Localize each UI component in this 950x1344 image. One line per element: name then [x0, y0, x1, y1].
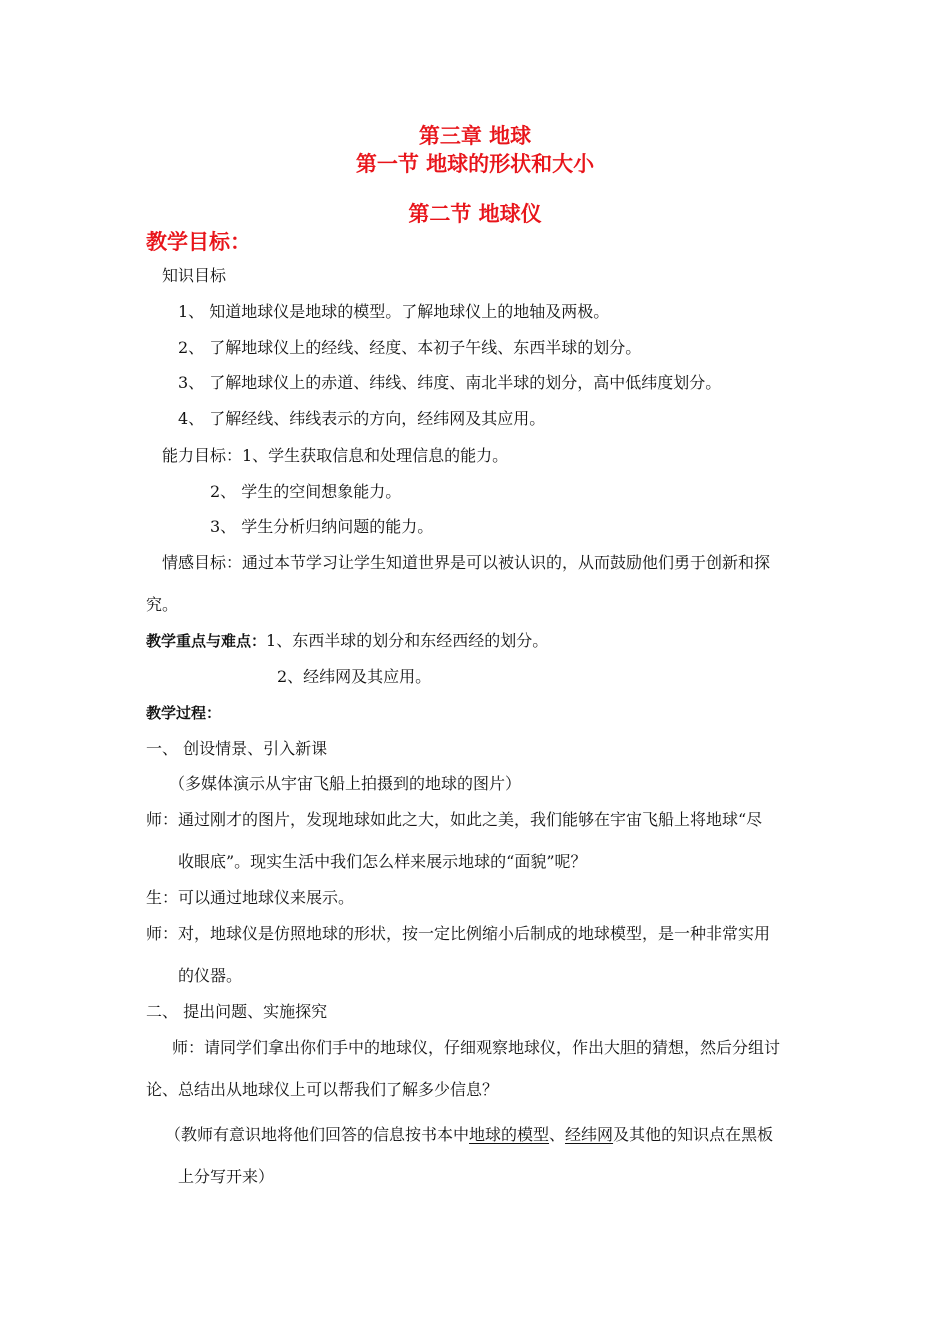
teacher-line-1a: 师：通过刚才的图片，发现地球如此之大，如此之美，我们能够在宇宙飞船上将地球“尽 — [146, 810, 763, 829]
teacher-line-2a: 师：对，地球仪是仿照地球的形状，按一定比例缩小后制成的地球模型，是一种非常实用 — [146, 924, 771, 943]
knowledge-item-4: 4、 了解经线、纬线表示的方向，经纬网及其应用。 — [178, 409, 546, 428]
teacher-line-1b: 收眼底”。现实生活中我们怎么样来展示地球的“面貌”呢？ — [178, 852, 587, 871]
section-2-title: 第二节 地球仪 — [408, 202, 542, 226]
underlined-globe-model: 地球的模型 — [469, 1125, 550, 1144]
step-2-title: 二、 提出问题、实施探究 — [146, 1002, 328, 1021]
knowledge-item-3: 3、 了解地球仪上的赤道、纬线、纬度、南北半球的划分，高中低纬度划分。 — [178, 373, 722, 392]
student-line-1: 生：可以通过地球仪来展示。 — [146, 888, 355, 907]
section-1-title: 第一节 地球的形状和大小 — [355, 152, 595, 176]
underlined-graticule: 经纬网 — [565, 1125, 614, 1144]
chapter-title: 第三章 地球 — [418, 124, 532, 148]
note-text-end: 及其他的知识点在黑板 — [613, 1125, 774, 1144]
blackboard-note-line-1 — [165, 1124, 773, 1146]
key-point-2: 2、经纬网及其应用。 — [277, 667, 432, 686]
step-1-note: （多媒体演示从宇宙飞船上拍摄到的地球的图片） — [169, 774, 522, 793]
knowledge-goals-label: 知识目标 — [162, 266, 227, 285]
emotion-goal-line-1: 情感目标：通过本节学习让学生知道世界是可以被认识的，从而鼓励他们勇于创新和探 — [162, 553, 771, 572]
knowledge-item-2: 2、 了解地球仪上的经线、经度、本初子午线、东西半球的划分。 — [178, 338, 642, 357]
teacher-line-3a: 师：请同学们拿出你们手中的地球仪，仔细观察地球仪，作出大胆的猜想，然后分组讨 — [172, 1038, 781, 1057]
teacher-line-2b: 的仪器。 — [178, 966, 243, 985]
step-1-title: 一、 创设情景、引入新课 — [146, 739, 328, 758]
process-heading: 教学过程： — [146, 704, 222, 722]
ability-goal-2: 2、 学生的空间想象能力。 — [210, 482, 402, 501]
key-point-1: 1、东西半球的划分和东经西经的划分。 — [266, 631, 549, 650]
ability-goal-1: 能力目标：1、学生获取信息和处理信息的能力。 — [162, 446, 509, 465]
knowledge-item-1: 1、 知道地球仪是地球的模型。了解地球仪上的地轴及两极。 — [178, 302, 610, 321]
key-points-line-1 — [146, 630, 548, 652]
goals-heading: 教学目标： — [146, 230, 251, 254]
note-separator: 、 — [549, 1125, 566, 1144]
teacher-line-3b: 论、总结出从地球仪上可以帮我们了解多少信息？ — [146, 1080, 499, 1099]
emotion-goal-line-2: 究。 — [146, 595, 179, 614]
note-text-start: （教师有意识地将他们回答的信息按书本中 — [165, 1125, 470, 1144]
blackboard-note-line-2: 上分写开来） — [178, 1167, 275, 1186]
key-points-label: 教学重点与难点： — [146, 632, 267, 650]
ability-goal-3: 3、 学生分析归纳问题的能力。 — [210, 517, 434, 536]
